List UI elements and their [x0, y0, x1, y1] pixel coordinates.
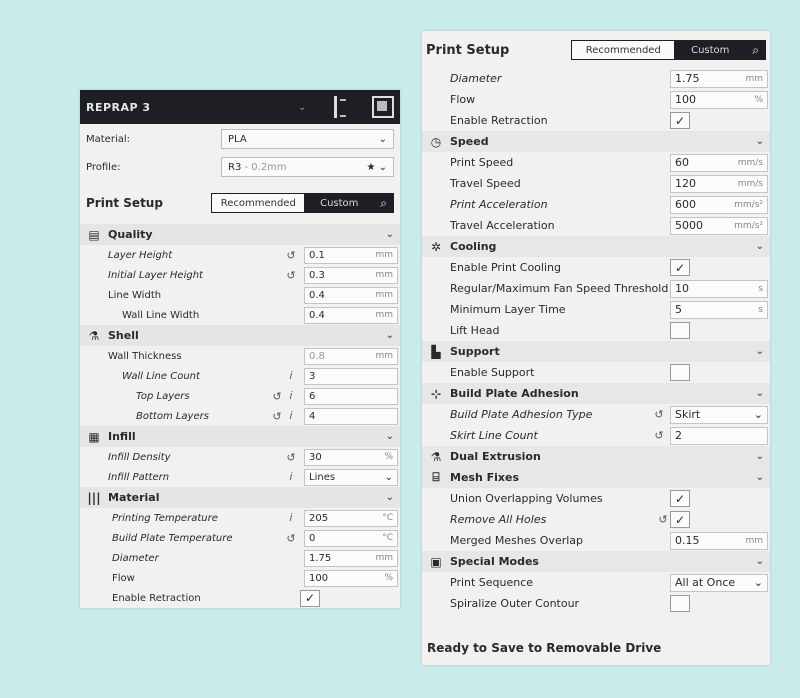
print-setup-title: Print Setup	[86, 196, 163, 210]
unit-label: mm	[745, 535, 763, 546]
printer-name[interactable]: REPRAP 3	[86, 100, 151, 114]
skirt-line-count-input[interactable]	[670, 427, 768, 445]
input-value: 60	[675, 156, 689, 169]
print-sequence-select[interactable]	[670, 574, 768, 592]
save-status: Ready to Save to Removable Drive	[427, 641, 662, 655]
bottom-layers-input[interactable]	[304, 408, 398, 425]
setting-label: Print Acceleration	[450, 198, 548, 211]
setting-row	[422, 173, 770, 194]
infill-density-input[interactable]	[304, 449, 398, 466]
material-label: Material:	[86, 133, 130, 145]
input-value: 600	[675, 198, 696, 211]
print-setup-header	[80, 188, 400, 218]
view-mode-icon[interactable]	[372, 96, 394, 118]
setting-row	[80, 265, 400, 285]
input-value: 4	[309, 410, 316, 422]
category-label: Dual Extrusion	[450, 450, 541, 463]
setting-row	[422, 194, 770, 215]
chevron-down-icon: ⌄	[753, 576, 763, 589]
chevron-down-icon: ⌄	[755, 556, 764, 567]
reset-icon[interactable]: ↺	[654, 408, 664, 421]
star-icon: ★ ⌄	[366, 161, 387, 173]
setting-label: Print Speed	[450, 156, 514, 169]
chevron-down-icon: ⌄	[385, 229, 394, 240]
material-select[interactable]	[221, 129, 394, 149]
category-cooling[interactable]	[422, 236, 770, 257]
input-value: Lines	[309, 471, 336, 483]
category-material[interactable]	[80, 487, 400, 508]
setting-label: Enable Print Cooling	[450, 261, 561, 274]
category-infill[interactable]	[80, 426, 400, 447]
reset-icon[interactable]: ↺	[286, 531, 296, 545]
unit-label: °C	[382, 513, 393, 523]
unit-label: mm/s	[737, 178, 763, 189]
input-value: All at Once	[675, 576, 736, 589]
input-value: 1.75	[309, 552, 332, 564]
setting-label: Print Sequence	[450, 576, 534, 589]
tab-custom[interactable]: Custom	[304, 194, 374, 212]
category-quality[interactable]	[80, 224, 400, 245]
category-label: Mesh Fixes	[450, 471, 520, 484]
setting-label: Flow	[112, 572, 135, 584]
input-value: 0.8	[309, 350, 325, 362]
reset-icon[interactable]: ↺	[286, 268, 296, 282]
setting-row	[80, 386, 400, 406]
setting-row	[422, 488, 770, 509]
setting-row	[422, 530, 770, 551]
setting-row	[422, 593, 770, 614]
chevron-down-icon: ⌄	[384, 471, 393, 483]
chevron-down-icon: ⌄	[755, 346, 764, 357]
input-value: 100	[309, 572, 329, 584]
setting-row	[80, 285, 400, 305]
category-label: Shell	[108, 329, 139, 342]
travel-acceleration-input[interactable]	[670, 217, 768, 235]
tab-recommended[interactable]: Recommended	[572, 41, 674, 59]
category-build-plate-adhesion[interactable]	[422, 383, 770, 404]
unit-label: mm/s²	[734, 220, 763, 231]
build-plate-temperature-input[interactable]	[304, 530, 398, 547]
input-value: 0.4	[309, 289, 325, 301]
union-volumes-checkbox[interactable]: ✓	[670, 490, 690, 507]
setting-row	[80, 245, 400, 265]
search-icon[interactable]: ⌕	[374, 194, 393, 212]
setting-label: Minimum Layer Time	[450, 303, 566, 316]
setting-label: Build Plate Temperature	[112, 532, 233, 544]
chevron-down-icon: ⌄	[385, 492, 394, 503]
setting-label: Travel Acceleration	[450, 219, 555, 232]
printer-header	[80, 90, 400, 124]
setting-row	[80, 588, 400, 608]
unit-label: s	[758, 283, 763, 294]
setting-label: Diameter	[450, 72, 502, 85]
input-value: 100	[675, 93, 696, 106]
dual-extrusion-icon: ⚗	[430, 449, 442, 464]
info-icon[interactable]: 𝑖	[289, 389, 293, 402]
layer-height-input[interactable]	[304, 247, 398, 264]
setting-row	[80, 568, 400, 588]
setting-label: Skirt Line Count	[450, 429, 538, 442]
chevron-down-icon: ⌄	[755, 472, 764, 483]
setting-row	[80, 366, 400, 386]
category-label: Cooling	[450, 240, 497, 253]
reset-icon[interactable]: ↺	[654, 429, 664, 442]
setting-label: Travel Speed	[450, 177, 521, 190]
input-value: 0.15	[675, 534, 700, 547]
category-label: Support	[450, 345, 500, 358]
setting-row	[80, 447, 400, 467]
setting-label: Wall Line Width	[122, 309, 200, 321]
flow-input[interactable]	[670, 91, 768, 109]
flow-input[interactable]	[304, 570, 398, 587]
unit-label: mm	[375, 553, 393, 563]
profile-label: Profile:	[86, 161, 121, 173]
input-value: Skirt	[675, 408, 701, 421]
unit-label: mm	[375, 270, 393, 280]
printing-temperature-input[interactable]	[304, 510, 398, 527]
chevron-down-icon[interactable]: ⌄	[298, 101, 307, 113]
setting-row	[422, 299, 770, 320]
input-value: 5000	[675, 219, 703, 232]
setting-label: Bottom Layers	[136, 410, 209, 422]
reset-icon[interactable]: ↺	[272, 409, 282, 423]
unit-label: %	[384, 573, 393, 583]
material-row	[80, 126, 400, 152]
setting-label: Regular/Maximum Fan Speed Threshold	[450, 282, 669, 295]
profile-select[interactable]	[221, 157, 394, 177]
setting-row	[80, 467, 400, 487]
setting-label: Wall Thickness	[108, 350, 182, 362]
setting-label: Union Overlapping Volumes	[450, 492, 603, 505]
unit-label: mm/s	[737, 157, 763, 168]
remove-holes-checkbox[interactable]: ✓	[670, 511, 690, 528]
setting-row	[422, 404, 770, 425]
unit-label: %	[754, 94, 763, 105]
setting-row	[422, 572, 770, 593]
unit-label: mm/s²	[734, 199, 763, 210]
merged-overlap-input[interactable]	[670, 532, 768, 550]
reset-icon[interactable]: ↺	[286, 248, 296, 262]
setting-row	[422, 509, 770, 530]
input-value: 0.3	[309, 269, 325, 281]
category-mesh-fixes[interactable]	[422, 467, 770, 488]
tab-custom[interactable]: Custom	[674, 41, 746, 59]
reset-icon[interactable]: ↺	[286, 450, 296, 464]
reset-icon[interactable]: ↺	[658, 513, 668, 526]
print-setup-header	[422, 35, 770, 65]
adhesion-icon: ⊹	[430, 386, 442, 401]
setting-row	[422, 257, 770, 278]
setting-label: Spiralize Outer Contour	[450, 597, 580, 610]
category-shell[interactable]	[80, 325, 400, 346]
setting-label: Flow	[450, 93, 476, 106]
min-layer-time-input[interactable]	[670, 301, 768, 319]
right-settings-panel	[422, 31, 770, 665]
unit-label: mm	[375, 310, 393, 320]
chevron-down-icon: ⌄	[378, 133, 387, 145]
category-label: Infill	[108, 430, 136, 443]
diameter-input[interactable]	[304, 550, 398, 567]
support-icon: ▙	[431, 344, 441, 359]
lift-head-checkbox[interactable]	[670, 322, 690, 339]
diameter-input[interactable]	[670, 70, 768, 88]
category-label: Build Plate Adhesion	[450, 387, 579, 400]
chevron-down-icon: ⌄	[385, 330, 394, 341]
fan-threshold-input[interactable]	[670, 280, 768, 298]
slice-logo-icon	[334, 96, 350, 118]
quality-icon: ▤	[88, 227, 100, 242]
setting-row	[80, 548, 400, 568]
category-label: Material	[108, 491, 160, 504]
unit-label: mm	[375, 250, 393, 260]
setting-row	[422, 425, 770, 446]
setting-row	[422, 68, 770, 89]
tab-recommended[interactable]: Recommended	[212, 194, 304, 212]
input-value: 30	[309, 451, 322, 463]
info-icon[interactable]: 𝑖	[289, 369, 293, 382]
unit-label: °C	[382, 533, 393, 543]
setting-label: Diameter	[112, 552, 159, 564]
speed-icon: ◷	[430, 134, 442, 149]
setting-label: Lift Head	[450, 324, 500, 337]
setting-row	[80, 406, 400, 426]
setting-label: Infill Pattern	[108, 471, 170, 483]
setting-row	[422, 362, 770, 383]
input-value: 205	[309, 512, 329, 524]
unit-label: %	[384, 452, 393, 462]
setting-label: Line Width	[108, 289, 162, 301]
setting-label: Remove All Holes	[450, 513, 547, 526]
setting-label: Printing Temperature	[112, 512, 218, 524]
unit-label: s	[758, 304, 763, 315]
special-modes-icon: ▣	[430, 554, 442, 569]
setting-row	[422, 320, 770, 341]
profile-row	[80, 154, 400, 180]
chevron-down-icon: ⌄	[755, 136, 764, 147]
initial-layer-height-input[interactable]	[304, 267, 398, 284]
info-icon[interactable]: 𝑖	[289, 470, 293, 483]
material-icon: |||	[87, 490, 101, 505]
setting-label: Layer Height	[108, 249, 173, 261]
line-width-input[interactable]	[304, 287, 398, 304]
wall-line-width-input[interactable]	[304, 307, 398, 324]
enable-retraction-checkbox[interactable]: ✓	[300, 590, 320, 607]
enable-support-checkbox[interactable]	[670, 364, 690, 381]
setting-row	[422, 152, 770, 173]
mode-tabs	[571, 40, 766, 60]
wall-thickness-input[interactable]	[304, 348, 398, 365]
setting-row	[80, 528, 400, 548]
unit-label: mm	[375, 290, 393, 300]
setting-row	[80, 508, 400, 528]
reset-icon[interactable]: ↺	[272, 389, 282, 403]
setting-row	[422, 110, 770, 131]
profile-sub: - 0.2mm	[241, 161, 287, 173]
category-label: Special Modes	[450, 555, 539, 568]
unit-label: mm	[745, 73, 763, 84]
infill-pattern-select[interactable]	[304, 469, 398, 486]
setting-row	[80, 346, 400, 366]
category-support[interactable]	[422, 341, 770, 362]
fan-icon: ✲	[430, 239, 442, 254]
travel-speed-input[interactable]	[670, 175, 768, 193]
setting-label: Initial Layer Height	[108, 269, 203, 281]
chevron-down-icon: ⌄	[755, 388, 764, 399]
print-setup-title: Print Setup	[426, 42, 510, 58]
category-dual-extrusion[interactable]	[422, 446, 770, 467]
profile-value: R3	[228, 161, 242, 173]
print-acceleration-input[interactable]	[670, 196, 768, 214]
top-layers-input[interactable]	[304, 388, 398, 405]
enable-retraction-checkbox[interactable]: ✓	[670, 112, 690, 129]
input-value: 5	[675, 303, 682, 316]
wall-line-count-input[interactable]	[304, 368, 398, 385]
setting-label: Enable Retraction	[450, 114, 548, 127]
setting-label: Infill Density	[108, 451, 171, 463]
search-icon[interactable]: ⌕	[746, 41, 765, 59]
setting-label: Top Layers	[136, 390, 190, 402]
setting-row	[422, 278, 770, 299]
chevron-down-icon: ⌄	[385, 431, 394, 442]
input-value: 10	[675, 282, 689, 295]
setting-label: Enable Retraction	[112, 592, 201, 604]
adhesion-type-select[interactable]	[670, 406, 768, 424]
category-speed[interactable]	[422, 131, 770, 152]
input-value: 1.75	[675, 72, 700, 85]
category-label: Speed	[450, 135, 489, 148]
setting-row	[422, 89, 770, 110]
chevron-down-icon: ⌄	[755, 451, 764, 462]
setting-label: Wall Line Count	[122, 370, 200, 382]
input-value: 0.1	[309, 249, 325, 261]
spiralize-checkbox[interactable]	[670, 595, 690, 612]
setting-label: Enable Support	[450, 366, 535, 379]
chevron-down-icon: ⌄	[755, 241, 764, 252]
category-label: Quality	[108, 228, 153, 241]
category-special-modes[interactable]	[422, 551, 770, 572]
print-speed-input[interactable]	[670, 154, 768, 172]
enable-cooling-checkbox[interactable]: ✓	[670, 259, 690, 276]
info-icon[interactable]: 𝑖	[289, 511, 293, 524]
input-value: 3	[309, 370, 316, 382]
left-settings-panel	[80, 90, 400, 608]
infill-icon: ▦	[88, 429, 100, 444]
input-value: 2	[675, 429, 682, 442]
info-icon[interactable]: 𝑖	[289, 409, 293, 422]
setting-label: Build Plate Adhesion Type	[450, 408, 593, 421]
setting-row	[422, 215, 770, 236]
material-value: PLA	[228, 133, 247, 145]
shell-icon: ⚗	[88, 328, 100, 343]
input-value: 0	[309, 532, 316, 544]
chevron-down-icon: ⌄	[753, 408, 763, 421]
mesh-icon: ⌸	[432, 470, 440, 484]
input-value: 120	[675, 177, 696, 190]
input-value: 6	[309, 390, 316, 402]
mode-tabs	[211, 193, 394, 213]
unit-label: mm	[375, 351, 393, 361]
setting-label: Merged Meshes Overlap	[450, 534, 584, 547]
input-value: 0.4	[309, 309, 325, 321]
setting-row	[80, 305, 400, 325]
